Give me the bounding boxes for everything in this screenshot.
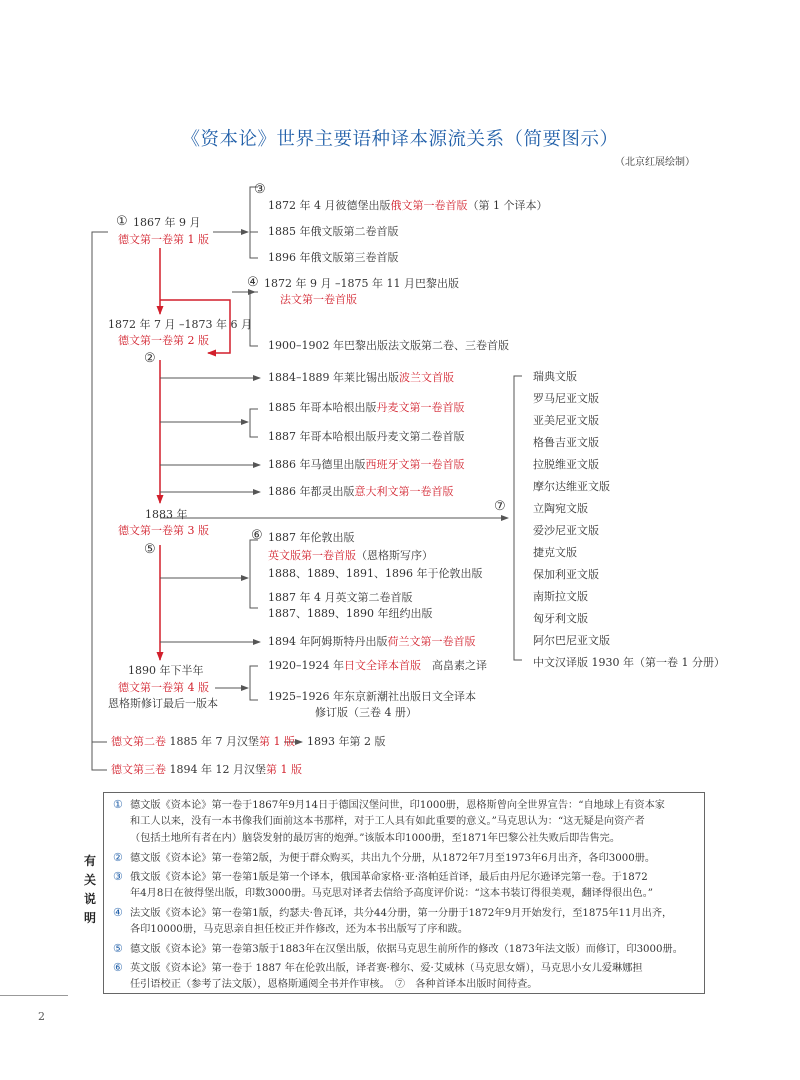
footer-rule bbox=[0, 995, 68, 996]
note-line: ⑤ 德文版《资本论》第一卷第3版于1883年在汉堡出版，依据马克思生前所作的修改（1873年法文版）而修订，印3000册。 bbox=[113, 942, 683, 955]
english-l4: 1887 年 4 月英文第二卷首版 bbox=[268, 591, 413, 604]
italian-edition: 1886 年都灵出版意大利文第一卷首版 bbox=[268, 485, 454, 498]
lang-item: 罗马尼亚文版 bbox=[533, 392, 599, 405]
ed4-name: 德文第一卷第 4 版 bbox=[118, 681, 209, 694]
vol2-row: 德文第二卷 1885 年 7 月汉堡第 1 版 bbox=[111, 735, 295, 748]
lang-item: 拉脱维亚文版 bbox=[533, 458, 599, 471]
dutch-edition: 1894 年阿姆斯特丹出版荷兰文第一卷首版 bbox=[268, 635, 476, 648]
spanish-edition: 1886 年马德里出版西班牙文第一卷首版 bbox=[268, 458, 465, 471]
danish-vol2: 1887 年哥本哈根出版丹麦文第二卷首版 bbox=[268, 430, 465, 443]
lang-item: 阿尔巴尼亚文版 bbox=[533, 634, 610, 647]
english-l5: 1887、1889、1890 年纽约出版 bbox=[268, 607, 433, 620]
japanese-l2: 1925–1926 年东京新潮社出版日文全译本 bbox=[268, 690, 476, 703]
russian-vol3: 1896 年俄文版第三卷首版 bbox=[268, 251, 399, 264]
ed3-date: 1883 年 bbox=[145, 508, 188, 521]
english-l2: 英文版第一卷首版（恩格斯写序） bbox=[268, 549, 433, 562]
note-line: ⑥ 英文版《资本论》第一卷于 1887 年在伦敦出版，译者赛·穆尔、爱·艾威林（马克思女婿），马克思小女儿爱琳娜担 bbox=[113, 961, 643, 974]
note-line: ④ 法文版《资本论》第一卷第1版，约瑟夫·鲁瓦译，共分44分册，第一分册于1872年9月开始发行，至1875年11月出齐， bbox=[113, 906, 673, 919]
note-line: ③ 俄文版《资本论》第一卷第1版是第一个译本，俄国革命家格·亚·洛帕廷首译，最后由丹尼尔逊译完第一卷。于1872 bbox=[113, 870, 648, 883]
ed4-date: 1890 年下半年 bbox=[128, 664, 204, 677]
note-line: ① 德文版《资本论》第一卷于1867年9月14日于德国汉堡问世，印1000册，恩格斯曾向全世界宣告：“自地球上有资本家 bbox=[113, 798, 665, 811]
russian-vol2: 1885 年俄文版第二卷首版 bbox=[268, 225, 399, 238]
note-line: 各印10000册，马克思亲自担任校正并作修改，还为本书出版写了序和跋。 bbox=[130, 924, 469, 935]
lang-item: 爱沙尼亚文版 bbox=[533, 524, 599, 537]
note-line: 和工人以来，没有一本书像我们面前这本书那样，对于工人具有如此重要的意义。”马克思认为：“这无疑是向资产者 bbox=[130, 816, 645, 827]
bracket-english bbox=[250, 540, 258, 608]
ed1-date: 1867 年 9 月 bbox=[133, 216, 201, 229]
lang-item: 摩尔达维亚文版 bbox=[533, 480, 610, 493]
ed2-name: 德文第一卷第 2 版 bbox=[118, 334, 209, 347]
lang-item: 南斯拉文版 bbox=[533, 590, 588, 603]
page-title: 《资本论》世界主要语种译本源流关系（简要图示） bbox=[181, 129, 619, 150]
ed4-note: 恩格斯修订最后一版本 bbox=[108, 697, 218, 710]
note-line: 任引语校正（参考了法文版），恩格斯通阅全书并作审核。 ⑦ 各种首译本出版时间待查。 bbox=[130, 979, 538, 990]
marker-2: ② bbox=[144, 351, 156, 366]
danish-vol1: 1885 年哥本哈根出版丹麦文第一卷首版 bbox=[268, 401, 465, 414]
outer-bracket-line bbox=[92, 232, 108, 770]
ed2-date: 1872 年 7 月 –1873 年 6 月 bbox=[108, 318, 252, 331]
lang-item: 保加利亚文版 bbox=[533, 568, 599, 581]
bracket-danish bbox=[250, 409, 258, 437]
marker-5: ⑤ bbox=[144, 542, 156, 557]
lang-item: 立陶宛文版 bbox=[533, 502, 588, 515]
marker-4: ④ bbox=[247, 275, 259, 290]
japanese-l1: 1920–1924 年日文全译本首版 高畠素之译 bbox=[268, 659, 487, 672]
lang-item: 匈牙利文版 bbox=[533, 612, 588, 625]
english-l3: 1888、1889、1891、1896 年于伦敦出版 bbox=[268, 567, 483, 580]
credit-note: （北京红展绘制） bbox=[615, 157, 695, 168]
polish-edition: 1884–1889 年莱比锡出版波兰文首版 bbox=[268, 371, 454, 384]
marker-1: ① bbox=[116, 214, 128, 229]
note-line: ② 德文版《资本论》第一卷第2版，为便于群众购买，共出九个分册，从1872年7月至1973年6月出齐，各印3000册。 bbox=[113, 851, 656, 864]
note-line: 年4月8日在彼得堡出版，印数3000册。马克思对译者去信给予高度评价说：“这本书装订得很美观，翻译得很出色。” bbox=[130, 888, 654, 899]
lang-item: 中文汉译版 1930 年（第一卷 1 分册） bbox=[533, 656, 725, 669]
marker-6: ⑥ bbox=[251, 528, 263, 543]
page-number: 2 bbox=[38, 1010, 45, 1023]
note-line: （包括土地所有者在内）脑袋发射的最厉害的炮弹。”该版本印1000册，至1871年巴黎公社失败后即告售完。 bbox=[130, 833, 621, 844]
lang-item: 亚美尼亚文版 bbox=[533, 414, 599, 427]
lang-item: 格鲁吉亚文版 bbox=[533, 436, 599, 449]
lang-item: 瑞典文版 bbox=[533, 370, 577, 383]
ed3-name: 德文第一卷第 3 版 bbox=[118, 524, 209, 537]
russian-vol1: 1872 年 4 月彼德堡出版俄文第一卷首版（第 1 个译本） bbox=[268, 199, 548, 212]
bracket-languages bbox=[514, 376, 522, 660]
bracket-russian bbox=[250, 187, 258, 258]
english-l1: 1887 年伦敦出版 bbox=[268, 531, 355, 544]
french-vol1-date: 1872 年 9 月 –1875 年 11 月巴黎出版 bbox=[264, 277, 459, 290]
french-vol1-name: 法文第一卷首版 bbox=[280, 293, 357, 306]
french-vol23: 1900–1902 年巴黎出版法文版第二卷、三卷首版 bbox=[268, 339, 509, 352]
japanese-l3: 修订版（三卷 4 册） bbox=[315, 706, 417, 719]
notes-label: 有关说明 bbox=[83, 854, 96, 925]
ed1-name: 德文第一卷第 1 版 bbox=[118, 233, 209, 246]
lang-item: 捷克文版 bbox=[533, 546, 577, 559]
marker-7: ⑦ bbox=[494, 499, 506, 514]
bracket-japanese bbox=[250, 666, 258, 700]
vol3-row: 德文第三卷 1894 年 12 月汉堡第 1 版 bbox=[111, 763, 302, 776]
marker-3: ③ bbox=[254, 182, 266, 197]
vol2-next: 1893 年第 2 版 bbox=[307, 735, 386, 748]
